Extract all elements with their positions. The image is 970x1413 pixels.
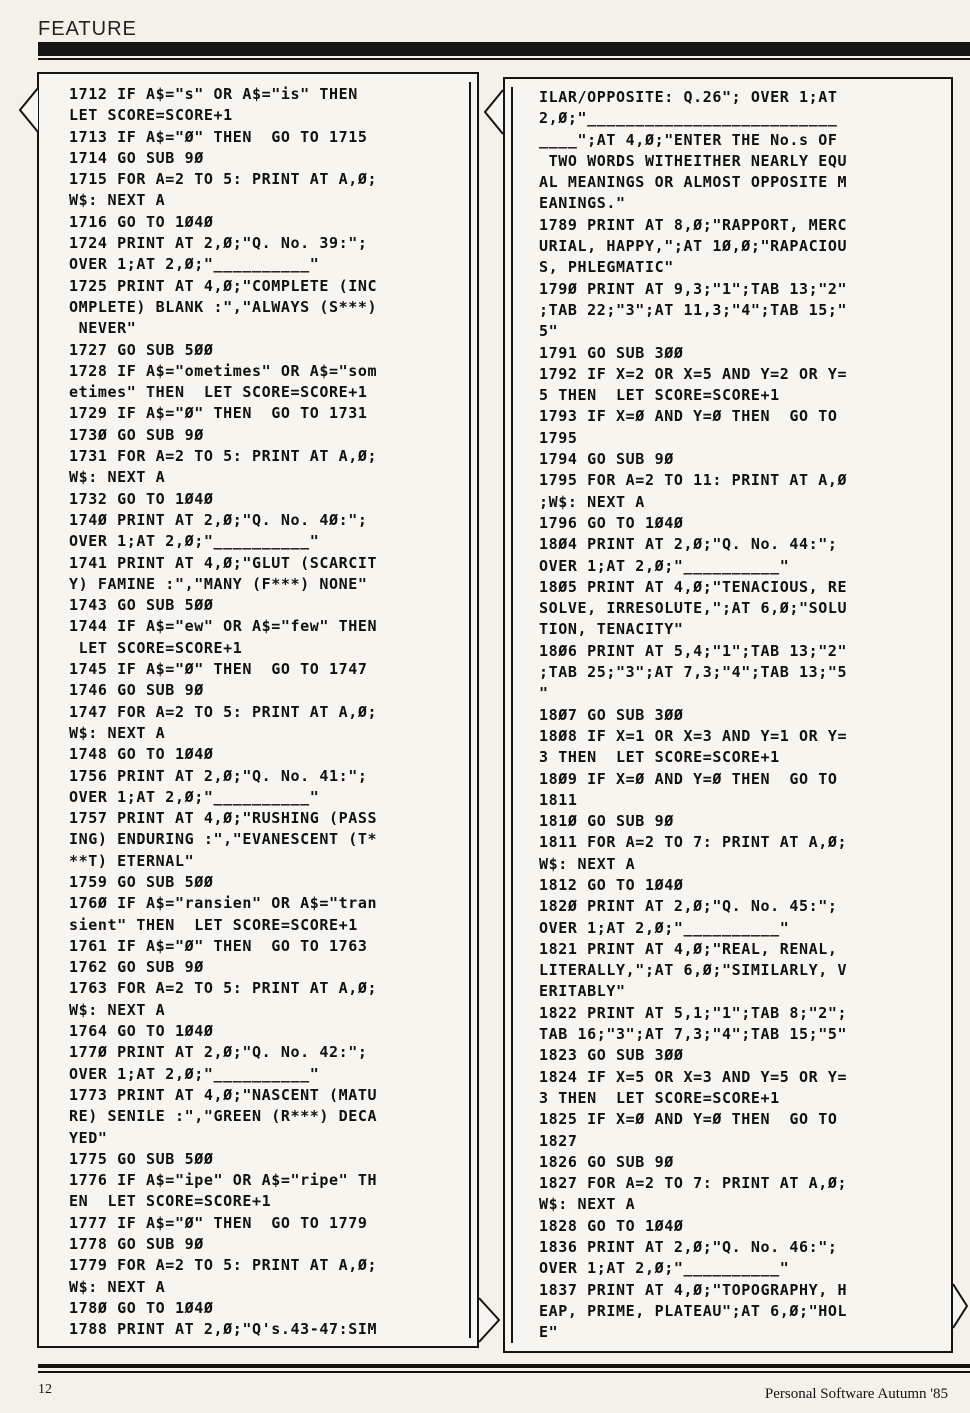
header-rule (38, 42, 970, 56)
code-line: 1823 GO SUB 3ØØ (539, 1046, 684, 1065)
code-line: 1825 IF X=Ø AND Y=Ø THEN GO TO (539, 1110, 838, 1129)
left-top-notch (16, 86, 40, 136)
code-line: W$: NEXT A (69, 468, 166, 487)
code-line: 1778 GO SUB 9Ø (69, 1235, 204, 1254)
code-line: 18Ø4 PRINT AT 2,Ø;"Q. No. 44:"; (539, 535, 838, 554)
code-line: 18Ø9 IF X=Ø AND Y=Ø THEN GO TO (539, 769, 838, 788)
code-line: 181Ø GO SUB 9Ø (539, 812, 674, 831)
code-line: 1775 GO SUB 5ØØ (69, 1149, 214, 1168)
code-line: 1827 (539, 1131, 578, 1150)
code-line: 1836 PRINT AT 2,Ø;"Q. No. 46:"; (539, 1238, 838, 1257)
code-line: 1826 GO SUB 9Ø (539, 1152, 674, 1171)
code-line: OVER 1;AT 2,Ø;"__________" (69, 1064, 320, 1083)
code-line: 18Ø5 PRINT AT 4,Ø;"TENACIOUS, RE (539, 577, 848, 596)
code-line: 1795 (539, 428, 578, 447)
code-line: 176Ø IF A$="ransien" OR A$="tran (69, 894, 378, 913)
code-line: 1794 GO SUB 9Ø (539, 450, 674, 469)
code-line: 1789 PRINT AT 8,Ø;"RAPPORT, MERC (539, 215, 848, 234)
left-listing-panel (37, 72, 479, 1348)
code-line: sient" THEN LET SCORE=SCORE+1 (69, 915, 358, 934)
code-line: RE) SENILE :","GREEN (R***) DECA (69, 1107, 378, 1126)
right-bottom-notch (951, 1282, 970, 1332)
page-number: 12 (38, 1382, 52, 1397)
code-line: ILAR/OPPOSITE: Q.26"; OVER 1;AT (539, 88, 838, 106)
code-line: 1759 GO SUB 5ØØ (69, 872, 214, 891)
code-line: OVER 1;AT 2,Ø;"__________" (69, 787, 320, 806)
section-label: FEATURE (38, 18, 137, 40)
code-line: LITERALLY,";AT 6,Ø;"SIMILARLY, V (539, 961, 848, 980)
code-line: LET SCORE=SCORE+1 (69, 638, 243, 657)
code-line: 1827 FOR A=2 TO 7: PRINT AT A,Ø; (539, 1174, 848, 1193)
code-line: TWO WORDS WITHEITHER NEARLY EQU (539, 151, 848, 170)
code-line: 5 THEN LET SCORE=SCORE+1 (539, 386, 780, 405)
code-line: AL MEANINGS OR ALMOST OPPOSITE M (539, 173, 848, 192)
code-line: YED" (69, 1128, 108, 1147)
code-line: 1792 IF X=2 OR X=5 AND Y=2 OR Y= (539, 364, 848, 383)
code-line: W$: NEXT A (539, 1195, 636, 1214)
code-line: OVER 1;AT 2,Ø;"__________" (539, 556, 790, 575)
right-code-listing (539, 87, 847, 1344)
code-line: 1761 IF A$="Ø" THEN GO TO 1763 (69, 936, 368, 955)
code-line: 1715 FOR A=2 TO 5: PRINT AT A,Ø; (69, 170, 378, 189)
code-line: 173Ø GO SUB 9Ø (69, 425, 204, 444)
code-line: OVER 1;AT 2,Ø;"__________" (539, 1259, 790, 1278)
footer-rule (38, 1364, 970, 1368)
code-line: " (539, 684, 549, 703)
code-line: 1743 GO SUB 5ØØ (69, 596, 214, 615)
code-line: 1828 GO TO 1Ø4Ø (539, 1216, 684, 1235)
code-line: 1731 FOR A=2 TO 5: PRINT AT A,Ø; (69, 447, 378, 466)
left-code-listing (69, 84, 377, 1341)
code-line: EN LET SCORE=SCORE+1 (69, 1192, 272, 1211)
code-line: 1788 PRINT AT 2,Ø;"Q's.43-47:SIM (69, 1320, 378, 1339)
code-line: 18Ø7 GO SUB 3ØØ (539, 705, 684, 724)
code-line: 1747 FOR A=2 TO 5: PRINT AT A,Ø; (69, 702, 378, 721)
right-top-notch (481, 88, 505, 138)
code-line: 2,Ø;"__________________________ (539, 109, 838, 128)
code-line: 1712 IF A$="s" OR A$="is" THEN (69, 85, 358, 103)
code-line: 1763 FOR A=2 TO 5: PRINT AT A,Ø; (69, 979, 378, 998)
code-line: 1724 PRINT AT 2,Ø;"Q. No. 39:"; (69, 234, 368, 253)
code-line: 1728 IF A$="ometimes" OR A$="som (69, 361, 378, 380)
code-line: 1756 PRINT AT 2,Ø;"Q. No. 41:"; (69, 766, 368, 785)
left-panel-inner-rule (469, 82, 471, 1338)
header-rule-thin (38, 58, 970, 60)
code-line: 1824 IF X=5 OR X=3 AND Y=5 OR Y= (539, 1067, 848, 1086)
code-line: 1713 IF A$="Ø" THEN GO TO 1715 (69, 127, 368, 146)
code-line: E" (539, 1323, 559, 1342)
code-line: 1757 PRINT AT 4,Ø;"RUSHING (PASS (69, 809, 378, 828)
code-line: 1748 GO TO 1Ø4Ø (69, 745, 214, 764)
code-line: 1729 IF A$="Ø" THEN GO TO 1731 (69, 404, 368, 423)
code-line: ING) ENDURING :","EVANESCENT (T* (69, 830, 378, 849)
right-listing-panel (503, 77, 953, 1353)
code-line: OVER 1;AT 2,Ø;"__________" (69, 255, 320, 274)
code-line: 1811 FOR A=2 TO 7: PRINT AT A,Ø; (539, 833, 848, 852)
code-line: 18Ø8 IF X=1 OR X=3 AND Y=1 OR Y= (539, 726, 848, 745)
code-line: OVER 1;AT 2,Ø;"__________" (539, 918, 790, 937)
code-line: 1796 GO TO 1Ø4Ø (539, 513, 684, 532)
code-line: 1745 IF A$="Ø" THEN GO TO 1747 (69, 660, 368, 679)
code-line: 179Ø PRINT AT 9,3;"1";TAB 13;"2" (539, 279, 848, 298)
code-line: W$: NEXT A (69, 191, 166, 210)
code-line: 174Ø PRINT AT 2,Ø;"Q. No. 4Ø:"; (69, 510, 368, 529)
code-line: ____";AT 4,Ø;"ENTER THE No.s OF (539, 130, 838, 149)
publication-credit: Personal Software Autumn '85 (764, 1386, 948, 1402)
code-line: S, PHLEGMATIC" (539, 258, 674, 277)
code-line: ;TAB 25;"3";AT 7,3;"4";TAB 13;"5 (539, 663, 848, 682)
code-line: ERITABLY" (539, 982, 626, 1001)
code-line: W$: NEXT A (69, 723, 166, 742)
code-line: 1725 PRINT AT 4,Ø;"COMPLETE (INC (69, 276, 378, 295)
code-line: 1741 PRINT AT 4,Ø;"GLUT (SCARCIT (69, 553, 378, 572)
code-line: 1812 GO TO 1Ø4Ø (539, 875, 684, 894)
code-line: etimes" THEN LET SCORE=SCORE+1 (69, 383, 368, 402)
code-line: 3 THEN LET SCORE=SCORE+1 (539, 1088, 780, 1107)
code-line: W$: NEXT A (69, 1000, 166, 1019)
code-line: 1821 PRINT AT 4,Ø;"REAL, RENAL, (539, 939, 838, 958)
code-line: LET SCORE=SCORE+1 (69, 106, 233, 125)
code-line: 1744 IF A$="ew" OR A$="few" THEN (69, 617, 378, 636)
code-line: 1822 PRINT AT 5,1;"1";TAB 8;"2"; (539, 1003, 848, 1022)
code-line: EANINGS." (539, 194, 626, 213)
code-line: W$: NEXT A (539, 854, 636, 873)
code-line: 182Ø PRINT AT 2,Ø;"Q. No. 45:"; (539, 897, 838, 916)
code-line: 1791 GO SUB 3ØØ (539, 343, 684, 362)
code-line: NEVER" (69, 319, 137, 338)
code-line: 3 THEN LET SCORE=SCORE+1 (539, 748, 780, 767)
code-line: 1776 IF A$="ipe" OR A$="ripe" TH (69, 1171, 378, 1190)
code-line: 1746 GO SUB 9Ø (69, 681, 204, 700)
code-line: W$: NEXT A (69, 1277, 166, 1296)
code-line: TION, TENACITY" (539, 620, 684, 639)
footer-rule-thin (38, 1371, 970, 1373)
code-line: 1777 IF A$="Ø" THEN GO TO 1779 (69, 1213, 368, 1232)
code-line: 1732 GO TO 1Ø4Ø (69, 489, 214, 508)
left-bottom-notch (477, 1296, 507, 1346)
code-line: URIAL, HAPPY,";AT 1Ø,Ø;"RAPACIOU (539, 237, 848, 256)
code-line: OVER 1;AT 2,Ø;"__________" (69, 532, 320, 551)
code-line: 18Ø6 PRINT AT 5,4;"1";TAB 13;"2" (539, 641, 848, 660)
code-line: 1773 PRINT AT 4,Ø;"NASCENT (MATU (69, 1085, 378, 1104)
code-line: 1764 GO TO 1Ø4Ø (69, 1022, 214, 1041)
code-line: ;TAB 22;"3";AT 11,3;"4";TAB 15;" (539, 300, 848, 319)
code-line: 1762 GO SUB 9Ø (69, 958, 204, 977)
code-line: SOLVE, IRRESOLUTE,";AT 6,Ø;"SOLU (539, 599, 848, 618)
code-line: 1811 (539, 790, 578, 809)
code-line: 1837 PRINT AT 4,Ø;"TOPOGRAPHY, H (539, 1280, 848, 1299)
code-line: 1727 GO SUB 5ØØ (69, 340, 214, 359)
code-line: 1795 FOR A=2 TO 11: PRINT AT A,Ø (539, 471, 848, 490)
code-line: **T) ETERNAL" (69, 851, 195, 870)
code-line: OMPLETE) BLANK :","ALWAYS (S***) (69, 297, 378, 316)
code-line: EAP, PRIME, PLATEAU";AT 6,Ø;"HOL (539, 1301, 848, 1320)
code-line: 1779 FOR A=2 TO 5: PRINT AT A,Ø; (69, 1256, 378, 1275)
code-line: 178Ø GO TO 1Ø4Ø (69, 1298, 214, 1317)
right-panel-inner-rule (511, 87, 513, 1343)
code-line: 5" (539, 322, 559, 341)
code-line: 1714 GO SUB 9Ø (69, 148, 204, 167)
code-line: 1793 IF X=Ø AND Y=Ø THEN GO TO (539, 407, 838, 426)
code-line: Y) FAMINE :","MANY (F***) NONE" (69, 574, 368, 593)
code-line: 1716 GO TO 1Ø4Ø (69, 212, 214, 231)
code-line: ;W$: NEXT A (539, 492, 645, 511)
code-line: TAB 16;"3";AT 7,3;"4";TAB 15;"5" (539, 1025, 848, 1044)
code-line: 177Ø PRINT AT 2,Ø;"Q. No. 42:"; (69, 1043, 368, 1062)
